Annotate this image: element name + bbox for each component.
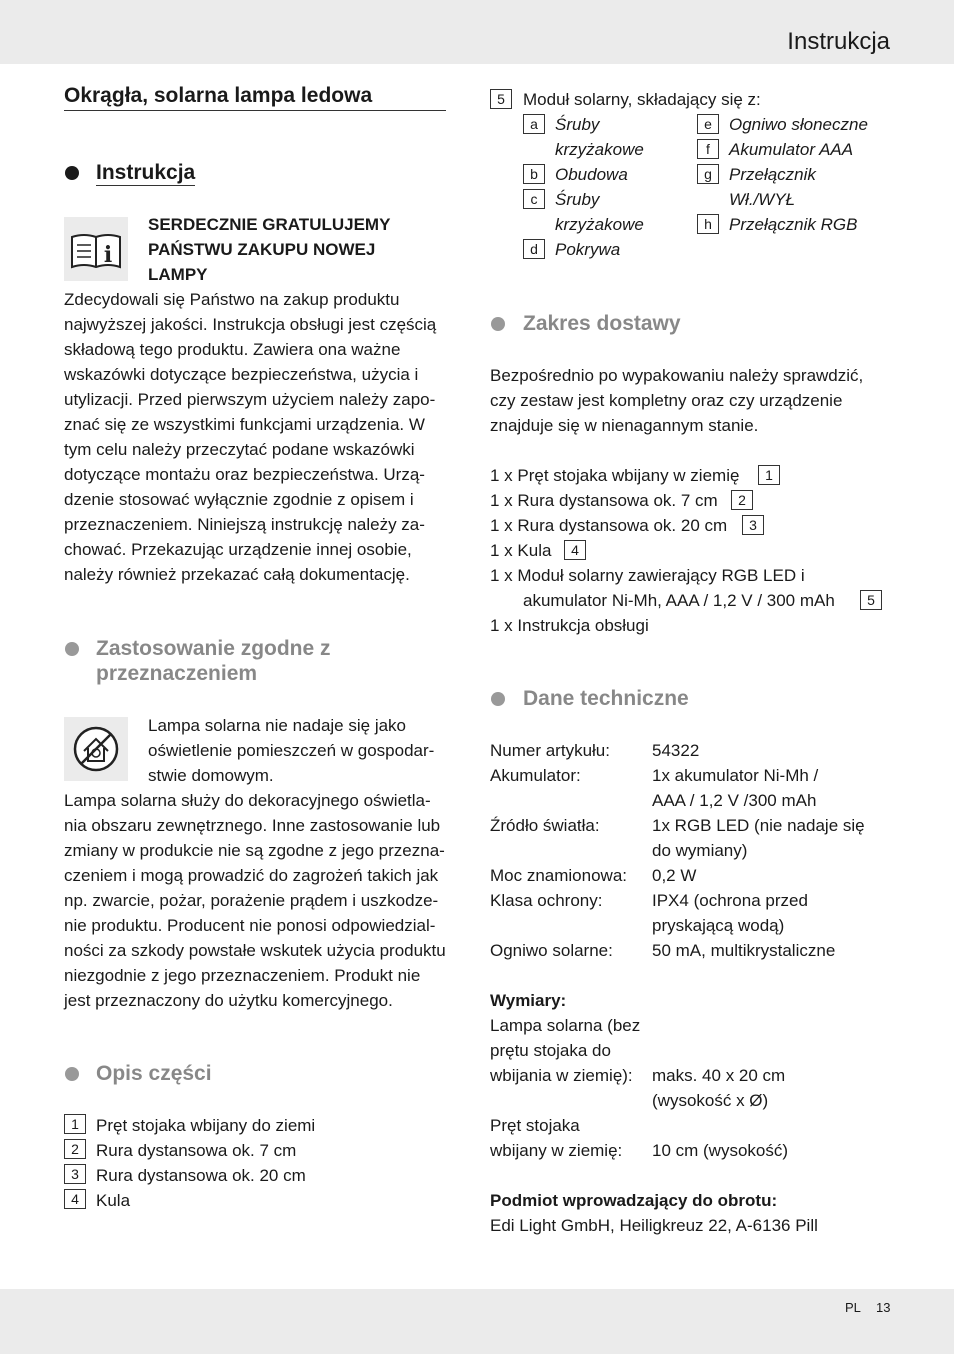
main-title: Okrągła, solarna lampa ledowa <box>64 84 446 111</box>
congrats-line: LAMPY <box>148 265 208 284</box>
spec-value: 1x akumulator Ni-Mh / <box>652 766 819 785</box>
text-line: utylizacji. Przed pierwszym użyciem należy zapo- <box>64 390 436 409</box>
subpart-label: Ogniwo słoneczne <box>729 115 868 134</box>
section-title-zastosowanie <box>96 636 331 686</box>
text-line: składową tego produktu. Zawiera ona ważne <box>64 340 401 359</box>
part-label: Kula <box>96 1191 131 1210</box>
congrats-line: PAŃSTWU ZAKUPU NOWEJ <box>148 240 376 259</box>
delivery-item: 1 x Pręt stojaka wbijany w ziemię <box>490 466 740 485</box>
spec-label: Klasa ochrony: <box>490 891 603 910</box>
title-line: przeznaczeniem <box>96 662 258 685</box>
spec-label: Lampa solarna (bez <box>490 1016 641 1035</box>
part-number-box: 5 <box>490 89 512 109</box>
text-line: Śruby <box>555 190 600 209</box>
spec-value: 0,2 W <box>652 866 697 885</box>
text-line: najwyższej jakości. Instrukcja obsługi jest częścią <box>64 315 437 334</box>
spec-label: prętu stojaka do <box>490 1041 611 1060</box>
delivery-item: 1 x Kula <box>490 541 552 560</box>
header-title: Instrukcja <box>787 28 890 55</box>
importer-heading: Podmiot wprowadzający do obrotu: <box>490 1191 778 1210</box>
subpart-box: a <box>523 114 545 134</box>
footer-bar <box>0 1289 954 1354</box>
spec-value: IPX4 (ochrona przed <box>652 891 808 910</box>
no-indoor-use-icon <box>64 717 128 781</box>
text-line: wskazówki dotyczące bezpieczeństwa, użycia i <box>64 365 419 384</box>
subpart-label: Akumulator AAA <box>729 140 854 159</box>
text-line: Wł./WYŁ <box>729 190 796 209</box>
subpart-box: b <box>523 164 545 184</box>
congrats-heading <box>148 212 390 287</box>
subpart-box: h <box>697 214 719 234</box>
subpart-label: Obudowa <box>555 165 628 184</box>
text-line: Bezpośrednio po wypakowaniu należy sprawdzić, <box>490 366 864 385</box>
spec-label: Ogniwo solarne: <box>490 941 613 960</box>
spec-label: Pręt stojaka <box>490 1116 580 1135</box>
text-line: krzyżakowe <box>555 140 644 159</box>
subpart-box: g <box>697 164 719 184</box>
bullet-icon <box>491 317 505 331</box>
delivery-item: 1 x Rura dystansowa ok. 20 cm <box>490 516 728 535</box>
delivery-item: 1 x Moduł solarny zawierający RGB LED i <box>490 566 805 585</box>
section-title-zakres: Zakres dostawy <box>523 312 681 335</box>
text-line: np. zwarcie, pożar, porażenie prądem i uszkodze- <box>64 891 439 910</box>
text-line: nie produktu. Producent nie ponosi odpowiedzial- <box>64 916 436 935</box>
text-line: znać się ze wszystkimi funkcjami urządzenia. W <box>64 415 425 434</box>
text-line: chować. Przekazując urządzenie innej osobie, <box>64 540 412 559</box>
title-line: Zastosowanie zgodne z <box>96 637 331 660</box>
spec-value: (wysokość x Ø) <box>652 1091 769 1110</box>
indoor-warning <box>148 713 434 788</box>
subpart-box: c <box>523 189 545 209</box>
section-title-instrukcja: Instrukcja <box>96 161 196 184</box>
spec-label: Moc znamionowa: <box>490 866 628 885</box>
text-line: Śruby <box>555 115 600 134</box>
text-line: dzenie stosować wyłącznie zgodnie z opisem i <box>64 490 414 509</box>
page-number: 13 <box>876 1300 891 1315</box>
text-line: Zdecydowali się Państwo na zakup produktu <box>64 290 400 309</box>
text-line: nia obszaru zewnętrznego. Inne zastosowanie lub <box>64 816 441 835</box>
part-number-box: 4 <box>64 1189 86 1209</box>
bullet-icon <box>491 692 505 706</box>
spec-label: wbijany w ziemię: <box>490 1141 623 1160</box>
spec-value: pryskającą wodą) <box>652 916 785 935</box>
text-line: Przełącznik <box>729 165 816 184</box>
text-line: Lampa solarna nie nadaje się jako <box>148 716 407 735</box>
text-line: czeniem i mogą prowadzić do zagrożeń takich jak <box>64 866 439 885</box>
part-number-box: 3 <box>64 1164 86 1184</box>
part-number-box: 5 <box>860 590 882 610</box>
text-line: niezgodnie z jego przeznaczeniem. Produkt nie <box>64 966 421 985</box>
dimensions-heading: Wymiary: <box>490 991 567 1010</box>
subpart-label <box>555 112 644 162</box>
text-line: krzyżakowe <box>555 215 644 234</box>
part-label: Pręt stojaka wbijany do ziemi <box>96 1116 316 1135</box>
text-line: Lampa solarna służy do dekoracyjnego oświetla- <box>64 791 431 810</box>
spec-labels <box>490 738 627 963</box>
spec-label: wbijania w ziemię): <box>490 1066 633 1085</box>
subpart-label <box>729 162 816 212</box>
congrats-line: SERDECZNIE GRATULUJEMY <box>148 215 391 234</box>
part-number-box: 3 <box>742 515 764 535</box>
text-line: znajduje się w nienagannym stanie. <box>490 416 759 435</box>
part-label: Moduł solarny, składający się z: <box>523 90 761 109</box>
bullet-icon <box>65 642 79 656</box>
subpart-box: d <box>523 239 545 259</box>
importer-address: Edi Light GmbH, Heiligkreuz 22, A-6136 Pill <box>490 1216 818 1235</box>
section-title-opis: Opis części <box>96 1062 212 1085</box>
spec-values <box>652 738 865 963</box>
subpart-label: Pokrywa <box>555 240 621 259</box>
spec-value: 50 mA, multikrystaliczne <box>652 941 836 960</box>
text-line: czy zestaw jest kompletny oraz czy urządzenie <box>490 391 843 410</box>
text-line: jest przeznaczony do użytku komercyjnego. <box>64 991 393 1010</box>
text-line: zmiany w produkcie nie są zgodne z jego przezna- <box>64 841 445 860</box>
spec-label: Źródło światła: <box>490 816 600 835</box>
text-line: należy również przekazać całą dokumentację. <box>64 565 410 584</box>
subpart-label: Przełącznik RGB <box>729 215 858 234</box>
delivery-item: 1 x Rura dystansowa ok. 7 cm <box>490 491 718 510</box>
intro-paragraph <box>64 287 436 587</box>
text-line: oświetlenie pomieszczeń w gospodar- <box>148 741 435 760</box>
bullet-icon <box>65 166 79 180</box>
svg-text:i: i <box>103 242 113 268</box>
part-label: Rura dystansowa ok. 7 cm <box>96 1141 297 1160</box>
dimension-values <box>652 1063 788 1163</box>
dimension-labels <box>490 1013 640 1163</box>
footer-lang: PL <box>845 1300 861 1315</box>
subpart-box: e <box>697 114 719 134</box>
spec-value: 1x RGB LED (nie nadaje się <box>652 816 865 835</box>
spec-value: do wymiany) <box>652 841 748 860</box>
spec-value: 10 cm (wysokość) <box>652 1141 789 1160</box>
part-number-box: 1 <box>64 1114 86 1134</box>
section-title-dane: Dane techniczne <box>523 687 689 710</box>
delivery-item: 1 x Instrukcja obsługi <box>490 616 649 635</box>
delivery-intro <box>490 363 863 438</box>
part-number-box: 4 <box>564 540 586 560</box>
part-number-box: 2 <box>731 490 753 510</box>
part-number-box: 1 <box>758 465 780 485</box>
text-line: tym celu należy przeczytać podane wskazówki <box>64 440 415 459</box>
text-line: stwie domowym. <box>148 766 274 785</box>
spec-value: AAA / 1,2 V /300 mAh <box>652 791 817 810</box>
subpart-box: f <box>697 139 719 159</box>
spec-label: Numer artykułu: <box>490 741 610 760</box>
text-line: ności za szkody powstałe wskutek użycia produktu <box>64 941 446 960</box>
spec-value: maks. 40 x 20 cm <box>652 1066 786 1085</box>
delivery-item: akumulator Ni-Mh, AAA / 1,2 V / 300 mAh <box>523 591 835 610</box>
text-line: przeznaczeniem. Niniejszą instrukcję należy za- <box>64 515 425 534</box>
spec-label: Akumulator: <box>490 766 581 785</box>
text-line: dotyczące montażu oraz bezpieczeństwa. Urzą- <box>64 465 425 484</box>
part-label: Rura dystansowa ok. 20 cm <box>96 1166 306 1185</box>
subpart-label <box>555 187 644 237</box>
bullet-icon <box>65 1067 79 1081</box>
spec-value: 54322 <box>652 741 700 760</box>
usage-paragraph <box>64 788 446 1013</box>
info-book-icon <box>64 217 128 281</box>
part-number-box: 2 <box>64 1139 86 1159</box>
